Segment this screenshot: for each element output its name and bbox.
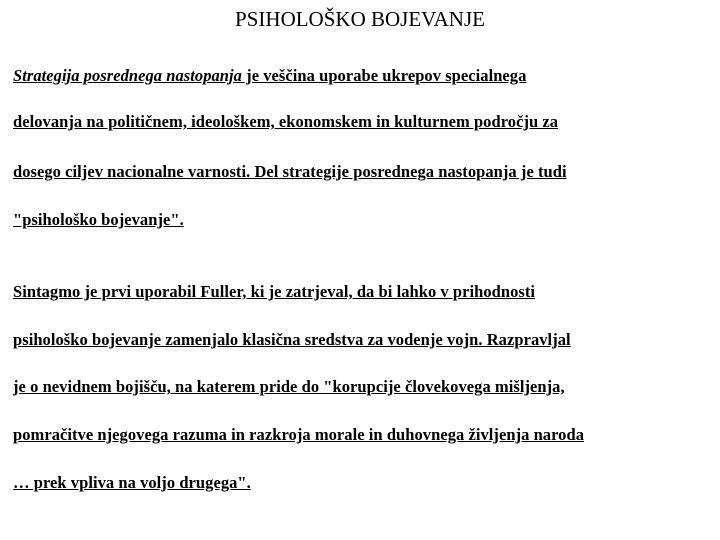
paragraph1-line3: dosego ciljev nacionalne varnosti. Del strategije posrednega nastopanja je tudi	[13, 162, 567, 181]
paragraph2-line5: … prek vpliva na voljo drugega".	[13, 473, 251, 492]
term-emphasis: Strategija posrednega nastopanja	[13, 66, 242, 85]
paragraph1-line2: delovanja na političnem, ideološkem, ekonomskem in kulturnem področju za	[13, 112, 559, 131]
paragraph2-line1: Sintagmo je prvi uporabil Fuller, ki je zatrjeval, da bi lahko v prihodnosti	[13, 282, 536, 301]
paragraph2-line2: psihološko bojevanje zamenjalo klasična sredstva za vodenje vojn. Razpravljal	[13, 330, 571, 349]
paragraph2-line3: je o nevidnem bojišču, na katerem pride do "korupcije človekovega mišljenja,	[13, 377, 565, 396]
paragraph1-line1	[13, 66, 526, 86]
paragraph1-line1-text: je veščina uporabe ukrepov specialnega	[241, 66, 527, 85]
paragraph2-line4: pomračitve njegovega razuma in razkroja morale in duhovnega življenja naroda	[13, 425, 585, 444]
document-title: PSIHOLOŠKO BOJEVANJE	[235, 7, 485, 31]
paragraph1-line4: "psihološko bojevanje".	[13, 210, 184, 229]
